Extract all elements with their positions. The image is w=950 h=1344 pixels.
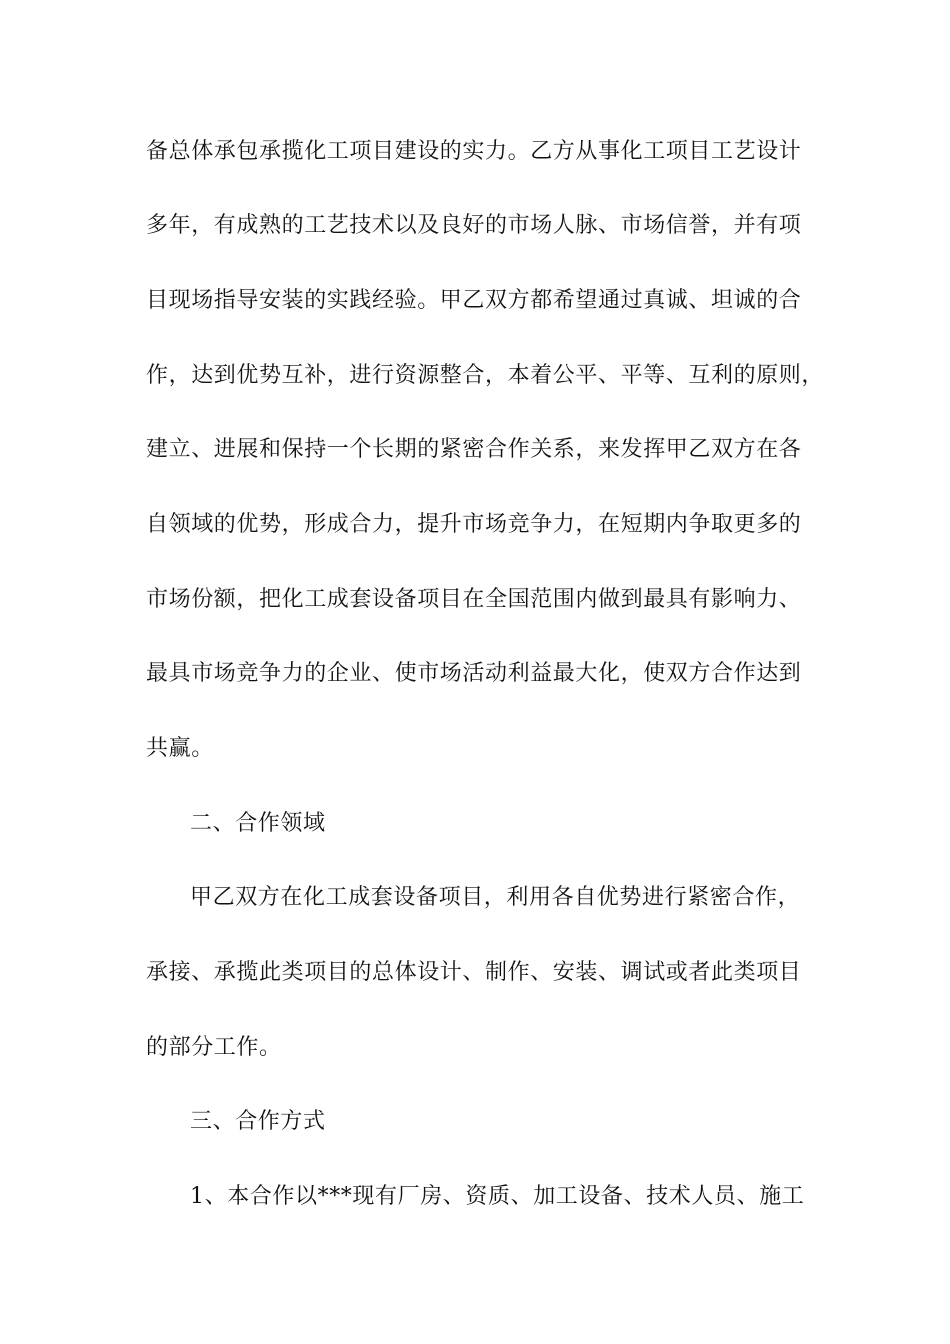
paragraph-line: 共赢。 [146,736,214,761]
paragraph-line: 最具市场竞争力的企业、使市场活动利益最大化，使双方合作达到 [146,661,802,686]
paragraph-line: 自领域的优势，形成合力，提升市场竞争力，在短期内争取更多的 [146,512,802,537]
paragraph-line: 作，达到优势互补，进行资源整合，本着公平、平等、互利的原则， [146,363,825,388]
paragraph-line: 备总体承包承揽化工项目建设的实力。乙方从事化工项目工艺设计 [146,139,802,164]
paragraph-line: 建立、进展和保持一个长期的紧密合作关系，来发挥甲乙双方在各 [146,437,802,462]
paragraph-line: 1、本合作以***现有厂房、资质、加工设备、技术人员、施工 [190,1184,805,1209]
section-heading: 三、合作方式 [190,1109,326,1134]
paragraph-line: 市场份额，把化工成套设备项目在全国范围内做到最具有影响力、 [146,587,802,612]
paragraph-line: 的部分工作。 [146,1035,282,1060]
section-heading: 二、合作领域 [190,811,326,836]
paragraph-line: 甲乙双方在化工成套设备项目，利用各自优势进行紧密合作， [190,885,801,910]
paragraph-line: 目现场指导安装的实践经验。甲乙双方都希望通过真诚、坦诚的合 [146,288,802,313]
paragraph-line: 多年，有成熟的工艺技术以及良好的市场人脉、市场信誉，并有项 [146,213,802,238]
paragraph-line: 承接、承揽此类项目的总体设计、制作、安装、调试或者此类项目 [146,960,802,985]
